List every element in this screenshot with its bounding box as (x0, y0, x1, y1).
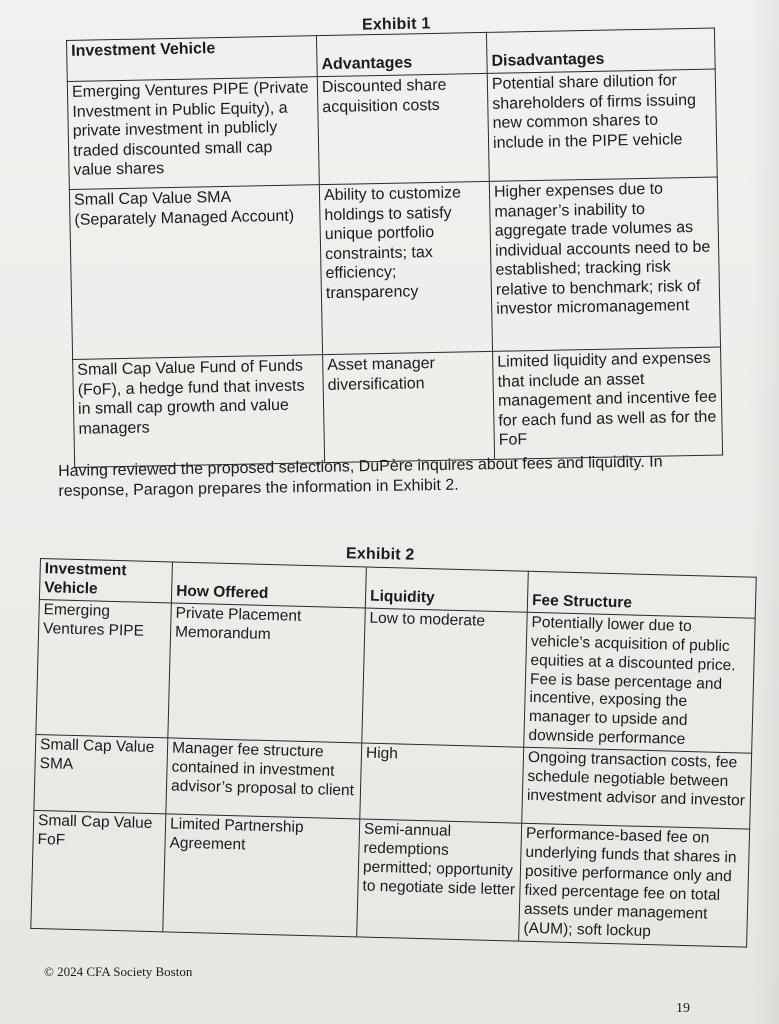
table-cell: Asset manager diversification (323, 351, 495, 462)
table-cell: Ongoing transaction costs, fee schedule negotiable between investment advisor and investor (522, 747, 752, 829)
column-header: How Offered (171, 562, 366, 608)
table-row (31, 811, 750, 948)
column-header: Disadvantages (486, 28, 715, 73)
table-row (69, 177, 720, 359)
column-header: Fee Structure (527, 571, 756, 618)
page-number: 19 (676, 1001, 690, 1016)
column-header: Investment Vehicle (39, 559, 172, 603)
column-header: Liquidity (365, 567, 528, 612)
column-header: Investment Vehicle (67, 36, 318, 82)
exhibit-2-table (30, 558, 756, 948)
table-cell: Private Placement Memorandum (168, 603, 365, 743)
column-header: Advantages (316, 32, 487, 76)
table-cell: Emerging Ventures PIPE (36, 599, 171, 738)
copyright-notice: © 2024 CFA Society Boston (44, 964, 193, 979)
table-cell: Low to moderate (362, 608, 527, 748)
exhibit-1-title: Exhibit 1 (361, 15, 431, 34)
table-cell: Ability to customize holdings to satisfy unique portfolio constraints; tax efficiency; transparency (319, 181, 492, 354)
table-cell: Discounted share acquisition costs (317, 73, 489, 184)
table-cell: Potentially lower due to vehicle’s acquisition of public equities at a discounted price. Fee is base percentage and incentive, exposing the manager to upside and downside performance (524, 612, 755, 753)
exhibit-1-table (66, 28, 723, 468)
table-cell: High (360, 743, 524, 823)
table-cell: Semi-annual redemptions permitted; opportunity to negotiate side letter (357, 819, 522, 941)
table-row (73, 347, 723, 467)
table-cell: Potential share dilution for shareholders of firms issuing new common shares to include in the PIPE vehicle (487, 69, 717, 181)
table-cell: Limited Partnership Agreement (163, 814, 360, 937)
table-cell: Emerging Ventures PIPE (Private Investment in Public Equity), a private investment in publicly traded discounted small cap value shares (67, 77, 319, 190)
table-cell: Higher expenses due to manager’s inability to aggregate trade volumes as individual accounts need to be established; tracking risk relative to benchmark; risk of investor micromanagement (489, 177, 720, 351)
table-row (67, 69, 717, 189)
table-cell: Manager fee structure contained in investment advisor’s proposal to client (166, 738, 362, 819)
table-cell: Small Cap Value Fund of Funds (FoF), a hedge fund that invests in small cap growth and value managers (73, 355, 325, 468)
table-cell: Small Cap Value FoF (31, 811, 166, 932)
table-row (36, 599, 755, 753)
body-paragraph: Having reviewed the proposed selections, DuPère inquires about fees and liquidity. In response, Paragon prepares the information in Exhibit 2. (58, 453, 663, 501)
page-edge-shadow (749, 0, 779, 1024)
table-cell: Small Cap Value SMA (34, 735, 168, 814)
exhibit-2-title: Exhibit 2 (345, 545, 415, 564)
table-cell: Small Cap Value SMA (Separately Managed Account) (69, 185, 322, 360)
table-cell: Limited liquidity and expenses that include an asset management and incentive fee for each fund as well as for the FoF (493, 347, 723, 459)
table-cell: Performance-based fee on underlying funds that shares in positive performance only and fixed percentage fee on total assets under management (AUM); soft lockup (519, 823, 750, 947)
